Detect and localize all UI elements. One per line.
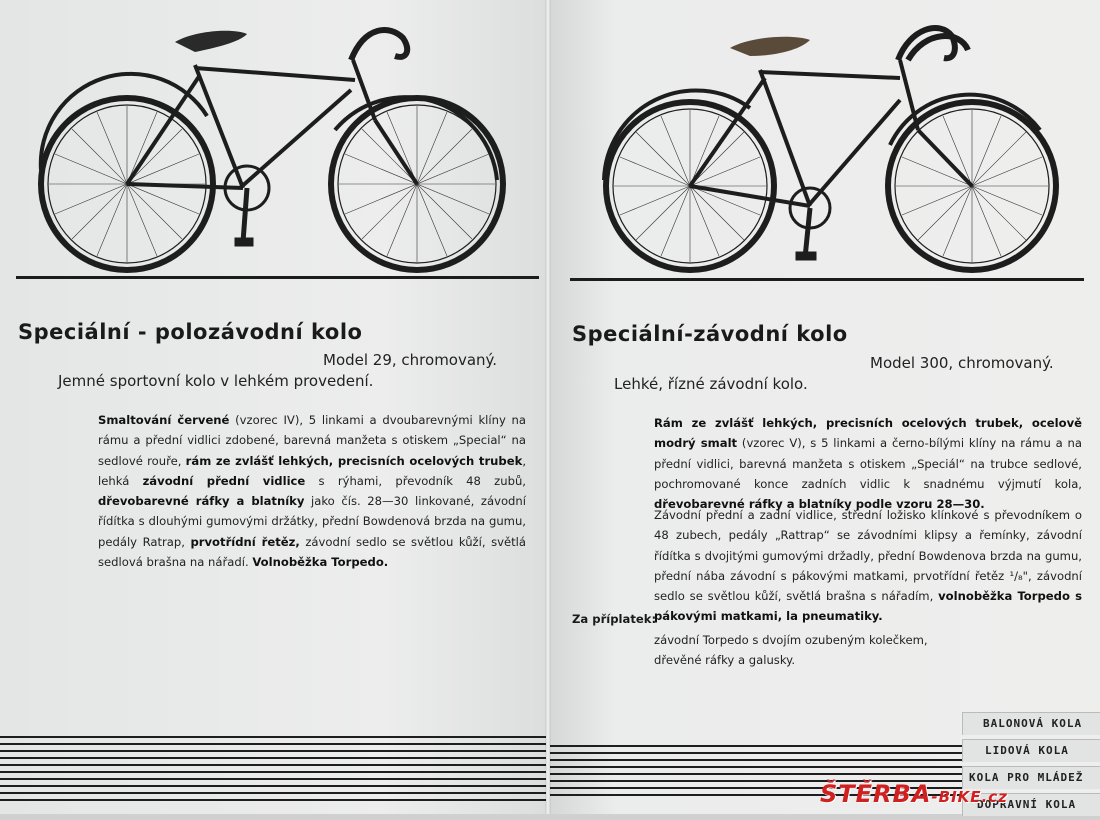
left-body-text: Smaltování červené (vzorec IV), 5 linkami a dvoubarevnými klíny na rámu a přední vidlici zdobené, barevná manžeta s otiskem „Special“ na sedlové rouře, rám ze zvlášť lehkých, precisních ocelových trubek, lehká závodní přední vidlice s rýhami, převodník 48 zubů, dřevobarevné ráfky a blatníky jako čís. 28—30 linkované, závodní řídítka s dlouhými gumovými držátky, přední Bowdenová brzda na gumu, pedály Ratrap, prvotřídní řetěz, závodní sedlo se světlou kůží, světlá sedlová brašna na nářadí. Volnoběžka Torpedo.	[98, 413, 526, 570]
extra-cost-line-2: dřevěné ráfky a galusky.	[654, 653, 796, 667]
right-title: Speciální-závodní kolo	[572, 322, 848, 346]
extra-cost-line-1: závodní Torpedo s dvojím ozubeným kolečkem,	[654, 633, 928, 647]
tab-dopravni-kola: DOPRAVNÍ KOLA	[962, 793, 1100, 816]
divider-rule-left	[16, 276, 539, 279]
watermark-logo	[820, 780, 1008, 808]
tab-lidova-kola: LIDOVÁ KOLA	[962, 739, 1100, 762]
right-body-text-1: Rám ze zvlášť lehkých, precisních ocelových trubek, ocelově modrý smalt (vzorec V), s 5 linkami a černo-bílými klíny na rámu a na přední vidlici, barevná manžeta s otiskem „Speciál“ na trubce sedlové, pochromované konce zadních vidlic k snadnému výjmutí kola, dřevobarevné ráfky a blatníky podle vzoru 28—30.	[654, 416, 1082, 512]
bicycle-illustration-right	[600, 20, 1070, 275]
tab-kola-pro-mladez: KOLA PRO MLÁDEŽ	[962, 766, 1100, 789]
book-spine	[545, 0, 551, 814]
watermark-main: ŠTĚRBA	[820, 780, 932, 808]
bicycle-illustration-left	[35, 20, 515, 275]
tab-balonova-kola: BALONOVÁ KOLA	[962, 712, 1100, 735]
left-tagline: Jemné sportovní kolo v lehkém provedení.	[58, 372, 374, 390]
decorative-stripes-left	[0, 736, 546, 806]
left-model: Model 29, chromovaný.	[323, 351, 498, 369]
watermark-suffix: -BIKE.cz	[931, 788, 1008, 806]
right-body-text-2: Závodní přední a zadní vidlice, střední ložisko klínkové s převodníkem o 48 zubech, pedály „Rattrap“ se závodními klipsy a řemínky, závodní řídítka s dvojitými gumovými držadly, přední Bowdenova brzda na gumu, přední nába závodní s pákovými matkami, prvotřídní řetěz ¹/₈", závodní sedlo se světlou kůží, světlá brašna s nářadím, volnoběžka Torpedo s pákovými matkami, la pneumatiky.	[654, 508, 1082, 624]
extra-cost-label: Za příplatek:	[572, 612, 657, 626]
right-model: Model 300, chromovaný.	[870, 354, 1054, 372]
left-title: Speciální - polozávodní kolo	[18, 320, 363, 344]
right-tagline: Lehké, řízné závodní kolo.	[614, 375, 808, 393]
divider-rule-right	[570, 278, 1084, 281]
